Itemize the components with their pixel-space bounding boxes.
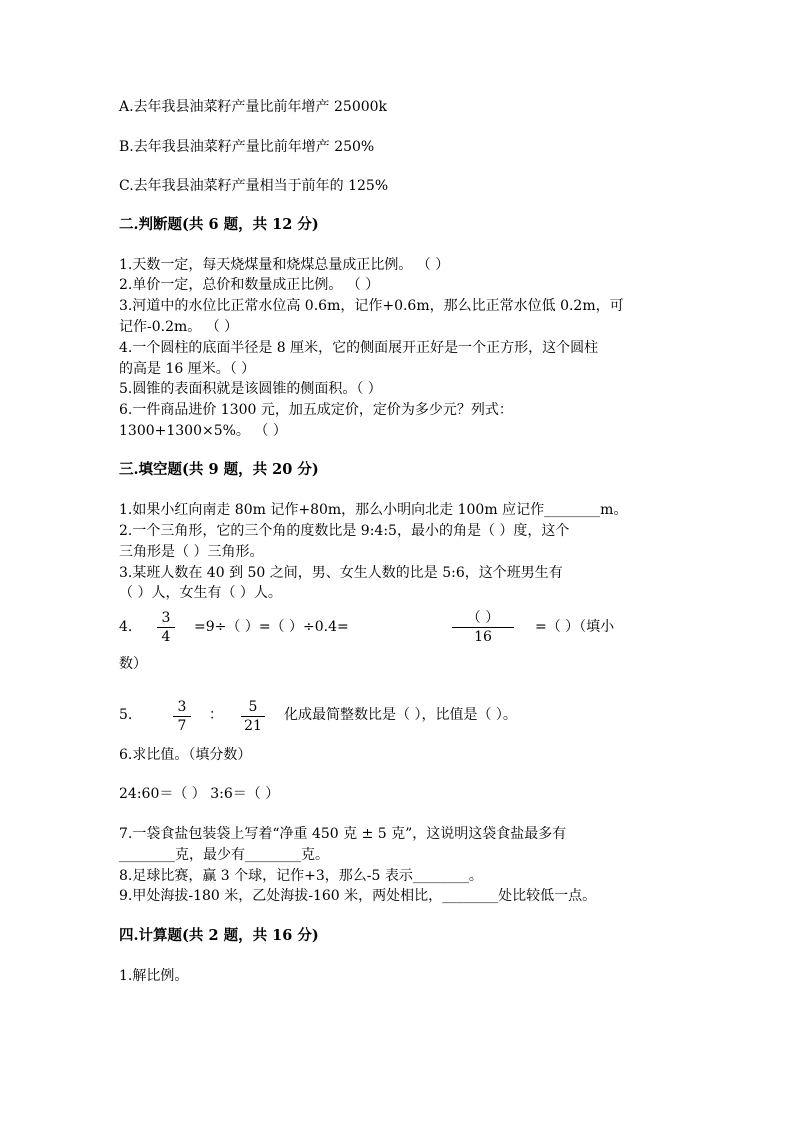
fraction-numerator: （ ） <box>452 610 514 628</box>
fill-q2-line2: 三角形是（ ）三角形。 <box>119 544 264 560</box>
fill-q7-line1: 7.一袋食盐包装袋上写着“净重 450 克 ± 5 克”，这说明这袋食盐最多有 <box>119 826 567 842</box>
fill-q4-middle: =9÷（ ）=（ ）÷0.4= <box>194 619 349 635</box>
judge-q2: 2.单价一定，总价和数量成正比例。 （ ） <box>119 277 380 293</box>
judge-q4-line2: 的高是 16 厘米。（ ） <box>119 361 256 377</box>
fraction-denominator: 16 <box>474 629 492 645</box>
option-b: B.去年我县油菜籽产量比前年增产 250% <box>119 139 375 155</box>
fill-q9: 9.甲处海拔-180 米，乙处海拔-160 米，两处相比，________处比较低一点。 <box>119 888 597 904</box>
judge-q3-line1: 3.河道中的水位比正常水位高 0.6m，记作+0.6m，那么比正常水位低 0.2m，可 <box>119 298 624 314</box>
fill-q3-line1: 3.某班人数在 40 到 50 之间，男、女生人数的比是 5:6，这个班男生有 <box>119 565 563 581</box>
fill-q4-tail: =（ ）（填小 <box>535 619 615 635</box>
fill-q5-tail: 化成最简整数比是（ ），比值是（ ）。 <box>284 707 517 723</box>
fraction-denominator: 21 <box>244 718 262 734</box>
fill-q6: 6.求比值。（填分数） <box>119 747 252 763</box>
fill-q8: 8.足球比赛，赢 3 个球，记作+3，那么-5 表示________。 <box>119 868 483 884</box>
fraction-denominator: 4 <box>161 629 171 645</box>
fill-q1: 1.如果小红向南走 80m 记作+80m，那么小明向北走 100m 应记作________m。 <box>119 502 628 518</box>
fill-q5-fraction-2 <box>241 699 265 734</box>
fraction-numerator: 5 <box>241 699 265 717</box>
calc-q1: 1.解比例。 <box>119 968 189 984</box>
section2-heading: 二.判断题(共 6 题，共 12 分) <box>119 216 319 233</box>
fraction-numerator: 3 <box>173 699 191 717</box>
fraction-numerator: 3 <box>157 610 175 628</box>
judge-q4-line1: 4.一个圆柱的底面半径是 8 厘米，它的侧面展开正好是一个正方形，这个圆柱 <box>119 340 599 356</box>
judge-q1: 1.天数一定，每天烧煤量和烧煤总量成正比例。 （ ） <box>119 257 450 273</box>
option-c: C.去年我县油菜籽产量相当于前年的 125% <box>119 178 389 194</box>
section3-heading: 三.填空题(共 9 题，共 20 分) <box>119 461 319 478</box>
judge-q3-line2: 记作-0.2m。 （ ） <box>119 319 239 335</box>
fill-q4-wrap: 数） <box>119 656 147 672</box>
fill-q2-line1: 2.一个三角形，它的三个角的度数比是 9:4:5，最小的角是（ ）度，这个 <box>119 523 570 539</box>
fill-q5-colon: ： <box>209 707 223 723</box>
fill-q5-fraction-1 <box>173 699 191 734</box>
fill-q5-label: 5. <box>119 707 133 723</box>
fraction-denominator: 7 <box>177 718 187 734</box>
fill-q4-fraction-2 <box>452 610 514 645</box>
option-a: A.去年我县油菜籽产量比前年增产 25000k <box>119 99 388 115</box>
judge-q6-line1: 6.一件商品进价 1300 元，加五成定价，定价为多少元？列式： <box>119 402 513 418</box>
fill-q7-line2: ________克，最少有________克。 <box>119 847 329 863</box>
judge-q5: 5.圆锥的表面积就是该圆锥的侧面积。（ ） <box>119 381 382 397</box>
fill-q4-label: 4. <box>119 619 133 635</box>
section4-heading: 四.计算题(共 2 题，共 16 分) <box>119 927 319 944</box>
judge-q6-line2: 1300+1300×5%。 （ ） <box>119 423 287 439</box>
fill-q4-fraction-1 <box>157 610 175 645</box>
fill-q6-items: 24:60＝（ ） 3:6＝（ ） <box>119 786 280 802</box>
fill-q3-line2: （ ）人，女生有（ ）人。 <box>119 585 282 601</box>
